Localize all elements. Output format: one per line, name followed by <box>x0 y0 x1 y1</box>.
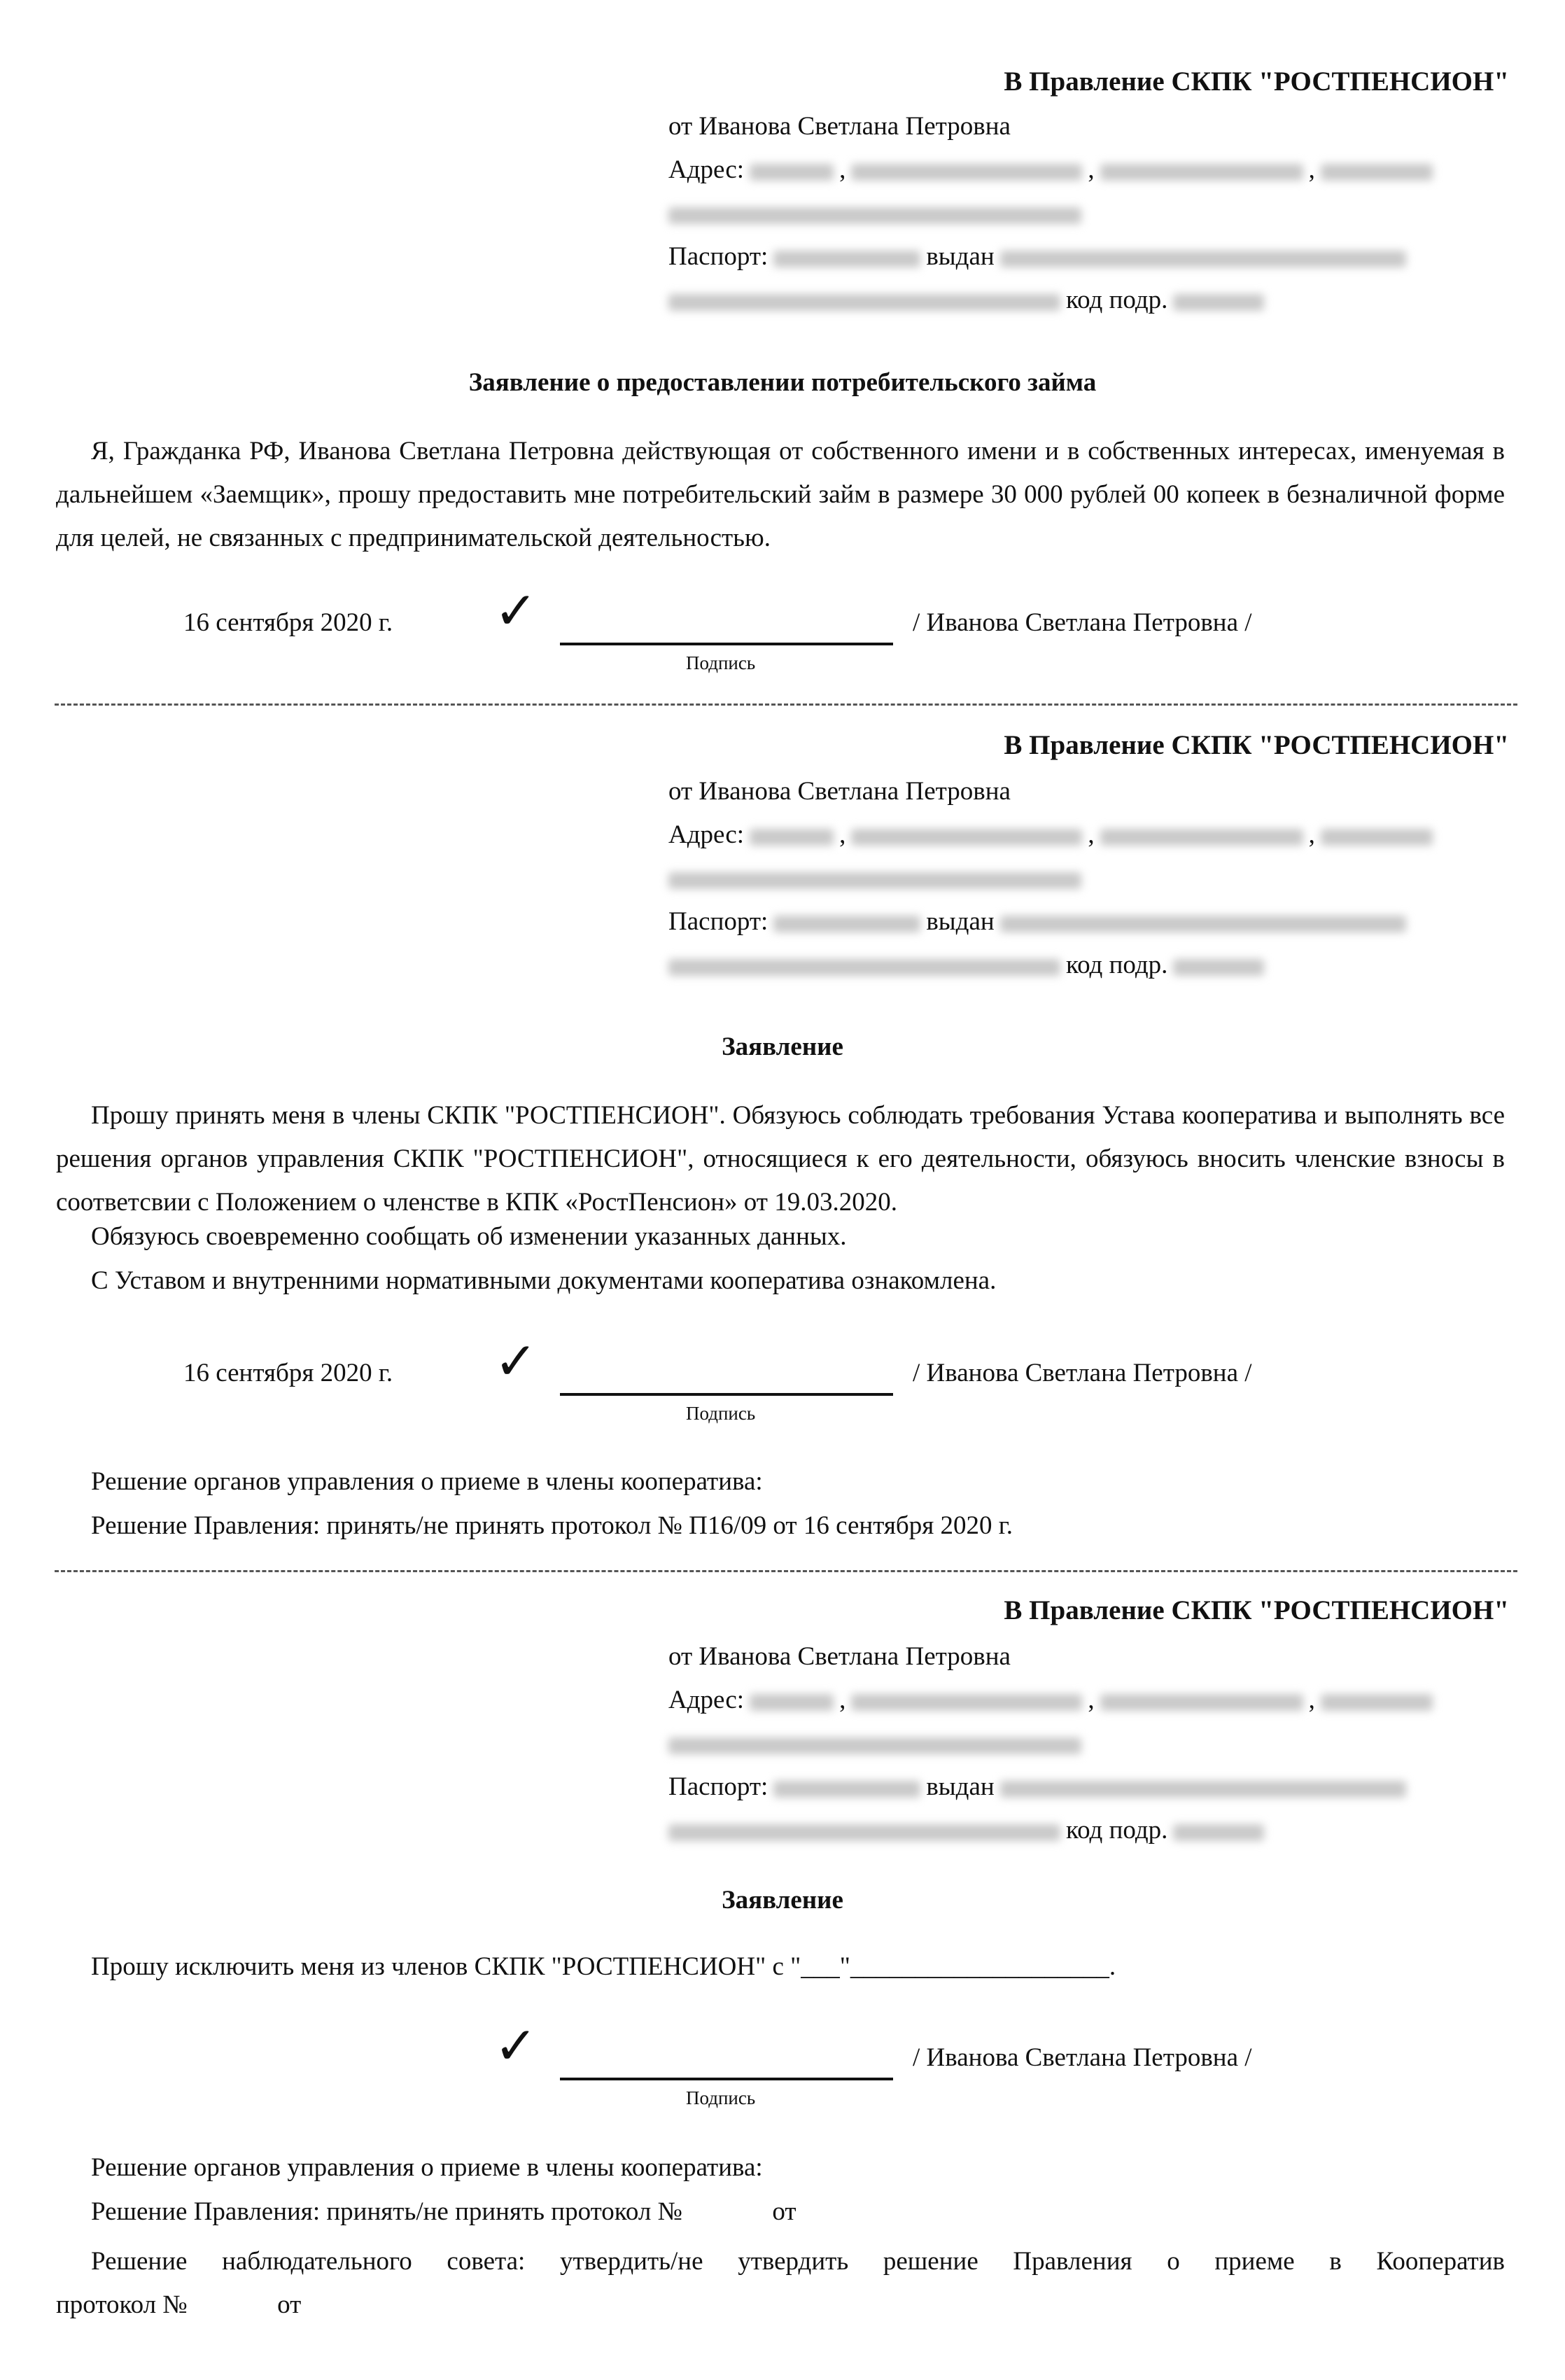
board-decision <box>91 2197 796 2227</box>
signature-label: Подпись <box>686 652 756 673</box>
supervisory-decision-text: Решение наблюдательного совета: утвердить/не утвердить решение Правления о приеме в Кооператив <box>91 2247 1505 2276</box>
addressee-title: В Правление СКПК "РОСТПЕНСИОН" <box>1004 1595 1509 1625</box>
signature-line[interactable] <box>560 2078 893 2080</box>
address-line: Адрес: , , , <box>668 813 1508 857</box>
passport-line <box>668 1765 1508 1809</box>
section-divider <box>55 704 1517 706</box>
supervisory-protocol-line <box>56 2283 1505 2327</box>
passport-label: Паспорт: <box>668 242 769 271</box>
addressee-block <box>668 1635 1508 1852</box>
passport-line-2 <box>668 279 1508 322</box>
address-line-2 <box>668 1722 1508 1765</box>
passport-line-2 <box>668 1809 1508 1852</box>
section-divider <box>55 1570 1517 1572</box>
supervisory-decision <box>56 2240 1505 2327</box>
passport-line-2 <box>668 944 1508 987</box>
redacted-city <box>1100 829 1303 846</box>
redacted-street <box>668 872 1081 889</box>
address-label: Адрес: <box>668 155 745 184</box>
membership-obligation: Обязуюсь своевременно сообщать об изменении указанных данных. <box>91 1222 847 1251</box>
signatory-name: / Иванова Светлана Петровна / <box>913 608 1252 637</box>
board-decision: Решение Правления: принять/не принять протокол № П16/09 от 16 сентября 2020 г. <box>91 1511 1013 1540</box>
passport-label: Паспорт: <box>668 907 769 936</box>
from-line: от Иванова Светлана Петровна <box>668 112 1011 141</box>
from-line: от Иванова Светлана Петровна <box>668 777 1011 806</box>
membership-acknowledgement: С Уставом и внутренними нормативными документами кооператива ознакомлена. <box>91 1266 997 1295</box>
redacted-postcode <box>750 164 834 181</box>
redacted-street <box>668 207 1081 224</box>
signatory-name: / Иванова Светлана Петровна / <box>913 1359 1252 1387</box>
redacted-district <box>1321 1694 1433 1711</box>
passport-label: Паспорт: <box>668 1772 769 1801</box>
signature-line[interactable] <box>560 1393 893 1396</box>
checkmark-icon: ✓ <box>494 2016 538 2076</box>
board-decision-date-label: от <box>772 2197 796 2226</box>
address-label: Адрес: <box>668 1686 745 1714</box>
address-line: Адрес: , , , <box>668 1679 1508 1722</box>
redacted-region <box>851 164 1082 181</box>
redacted-postcode <box>750 1694 834 1711</box>
checkmark-icon: ✓ <box>494 581 538 641</box>
signature-date: 16 сентября 2020 г. <box>183 1359 393 1387</box>
code-label: код подр. <box>1066 1816 1168 1844</box>
redacted-issuer <box>1000 251 1406 267</box>
redacted-district <box>1321 829 1433 846</box>
addressee-block <box>668 770 1508 987</box>
signature-label: Подпись <box>686 1403 756 1424</box>
signature-row <box>0 1331 1565 1424</box>
redacted-passport-number <box>773 251 920 267</box>
address-line: Адрес: , , , <box>668 148 1508 192</box>
signature-row <box>0 581 1565 673</box>
membership-heading: Заявление <box>722 1032 843 1061</box>
redacted-district <box>1321 164 1433 181</box>
signature-date: 16 сентября 2020 г. <box>183 608 393 637</box>
supervisory-protocol-date-label: от <box>277 2290 302 2319</box>
passport-line <box>668 900 1508 944</box>
supervisory-protocol-prefix: протокол № <box>56 2290 188 2319</box>
redacted-region <box>851 1694 1082 1711</box>
management-decision-title: Решение органов управления о приеме в члены кооператива: <box>91 2153 763 2182</box>
signature-row <box>0 2016 1565 2108</box>
exit-request: Прошу исключить меня из членов СКПК "РОСТПЕНСИОН" с "___"____________________. <box>91 1952 1116 1981</box>
redacted-region <box>851 829 1082 846</box>
addressee-title: В Правление СКПК "РОСТПЕНСИОН" <box>1004 66 1509 97</box>
redacted-postcode <box>750 829 834 846</box>
redacted-issuer-2 <box>668 294 1060 311</box>
signature-line[interactable] <box>560 643 893 645</box>
board-decision-prefix: Решение Правления: принять/не принять протокол № <box>91 2197 682 2226</box>
from-line: от Иванова Светлана Петровна <box>668 1642 1011 1671</box>
code-label: код подр. <box>1066 286 1168 314</box>
signatory-name: / Иванова Светлана Петровна / <box>913 2043 1252 2072</box>
checkmark-icon: ✓ <box>494 1331 538 1392</box>
redacted-city <box>1100 164 1303 181</box>
passport-line <box>668 235 1508 279</box>
redacted-code <box>1173 1824 1264 1841</box>
redacted-issuer-2 <box>668 1824 1060 1841</box>
redacted-passport-number <box>773 1781 920 1798</box>
loan-heading: Заявление о предоставлении потребительского займа <box>468 368 1097 397</box>
issued-label: выдан <box>926 242 995 271</box>
addressee-block <box>668 105 1508 322</box>
exit-heading: Заявление <box>722 1886 843 1914</box>
issued-label: выдан <box>926 1772 995 1801</box>
addressee-title: В Правление СКПК "РОСТПЕНСИОН" <box>1004 730 1509 760</box>
issued-label: выдан <box>926 907 995 936</box>
redacted-street <box>668 1737 1081 1754</box>
address-label: Адрес: <box>668 820 745 849</box>
redacted-code <box>1173 294 1264 311</box>
loan-paragraph: Я, Гражданка РФ, Иванова Светлана Петровна действующая от собственного имени и в собственных интересах, именуемая в дальнейшем «Заемщик», прошу предоставить мне потребительский займ в размере 30 000 рублей 00 копеек в безналичной форме для целей, не связанных с предпринимательской деятельностью. <box>56 437 1505 552</box>
signature-label: Подпись <box>686 2087 756 2108</box>
code-label: код подр. <box>1066 951 1168 979</box>
redacted-city <box>1100 1694 1303 1711</box>
membership-paragraph: Прошу принять меня в члены СКПК "РОСТПЕНСИОН". Обязуюсь соблюдать требования Устава кооператива и выполнять все решения органов управления СКПК "РОСТПЕНСИОН", относящиеся к его деятельности, обязуюсь вносить членские взносы в соответсвии с Положением о членстве в КПК «РостПенсион» от 19.03.2020. <box>56 1101 1505 1217</box>
address-line-2 <box>668 192 1508 235</box>
redacted-passport-number <box>773 916 920 932</box>
address-line-2 <box>668 857 1508 900</box>
redacted-issuer <box>1000 1781 1406 1798</box>
redacted-issuer-2 <box>668 959 1060 976</box>
management-decision-title: Решение органов управления о приеме в члены кооператива: <box>91 1467 763 1496</box>
redacted-issuer <box>1000 916 1406 932</box>
redacted-code <box>1173 959 1264 976</box>
